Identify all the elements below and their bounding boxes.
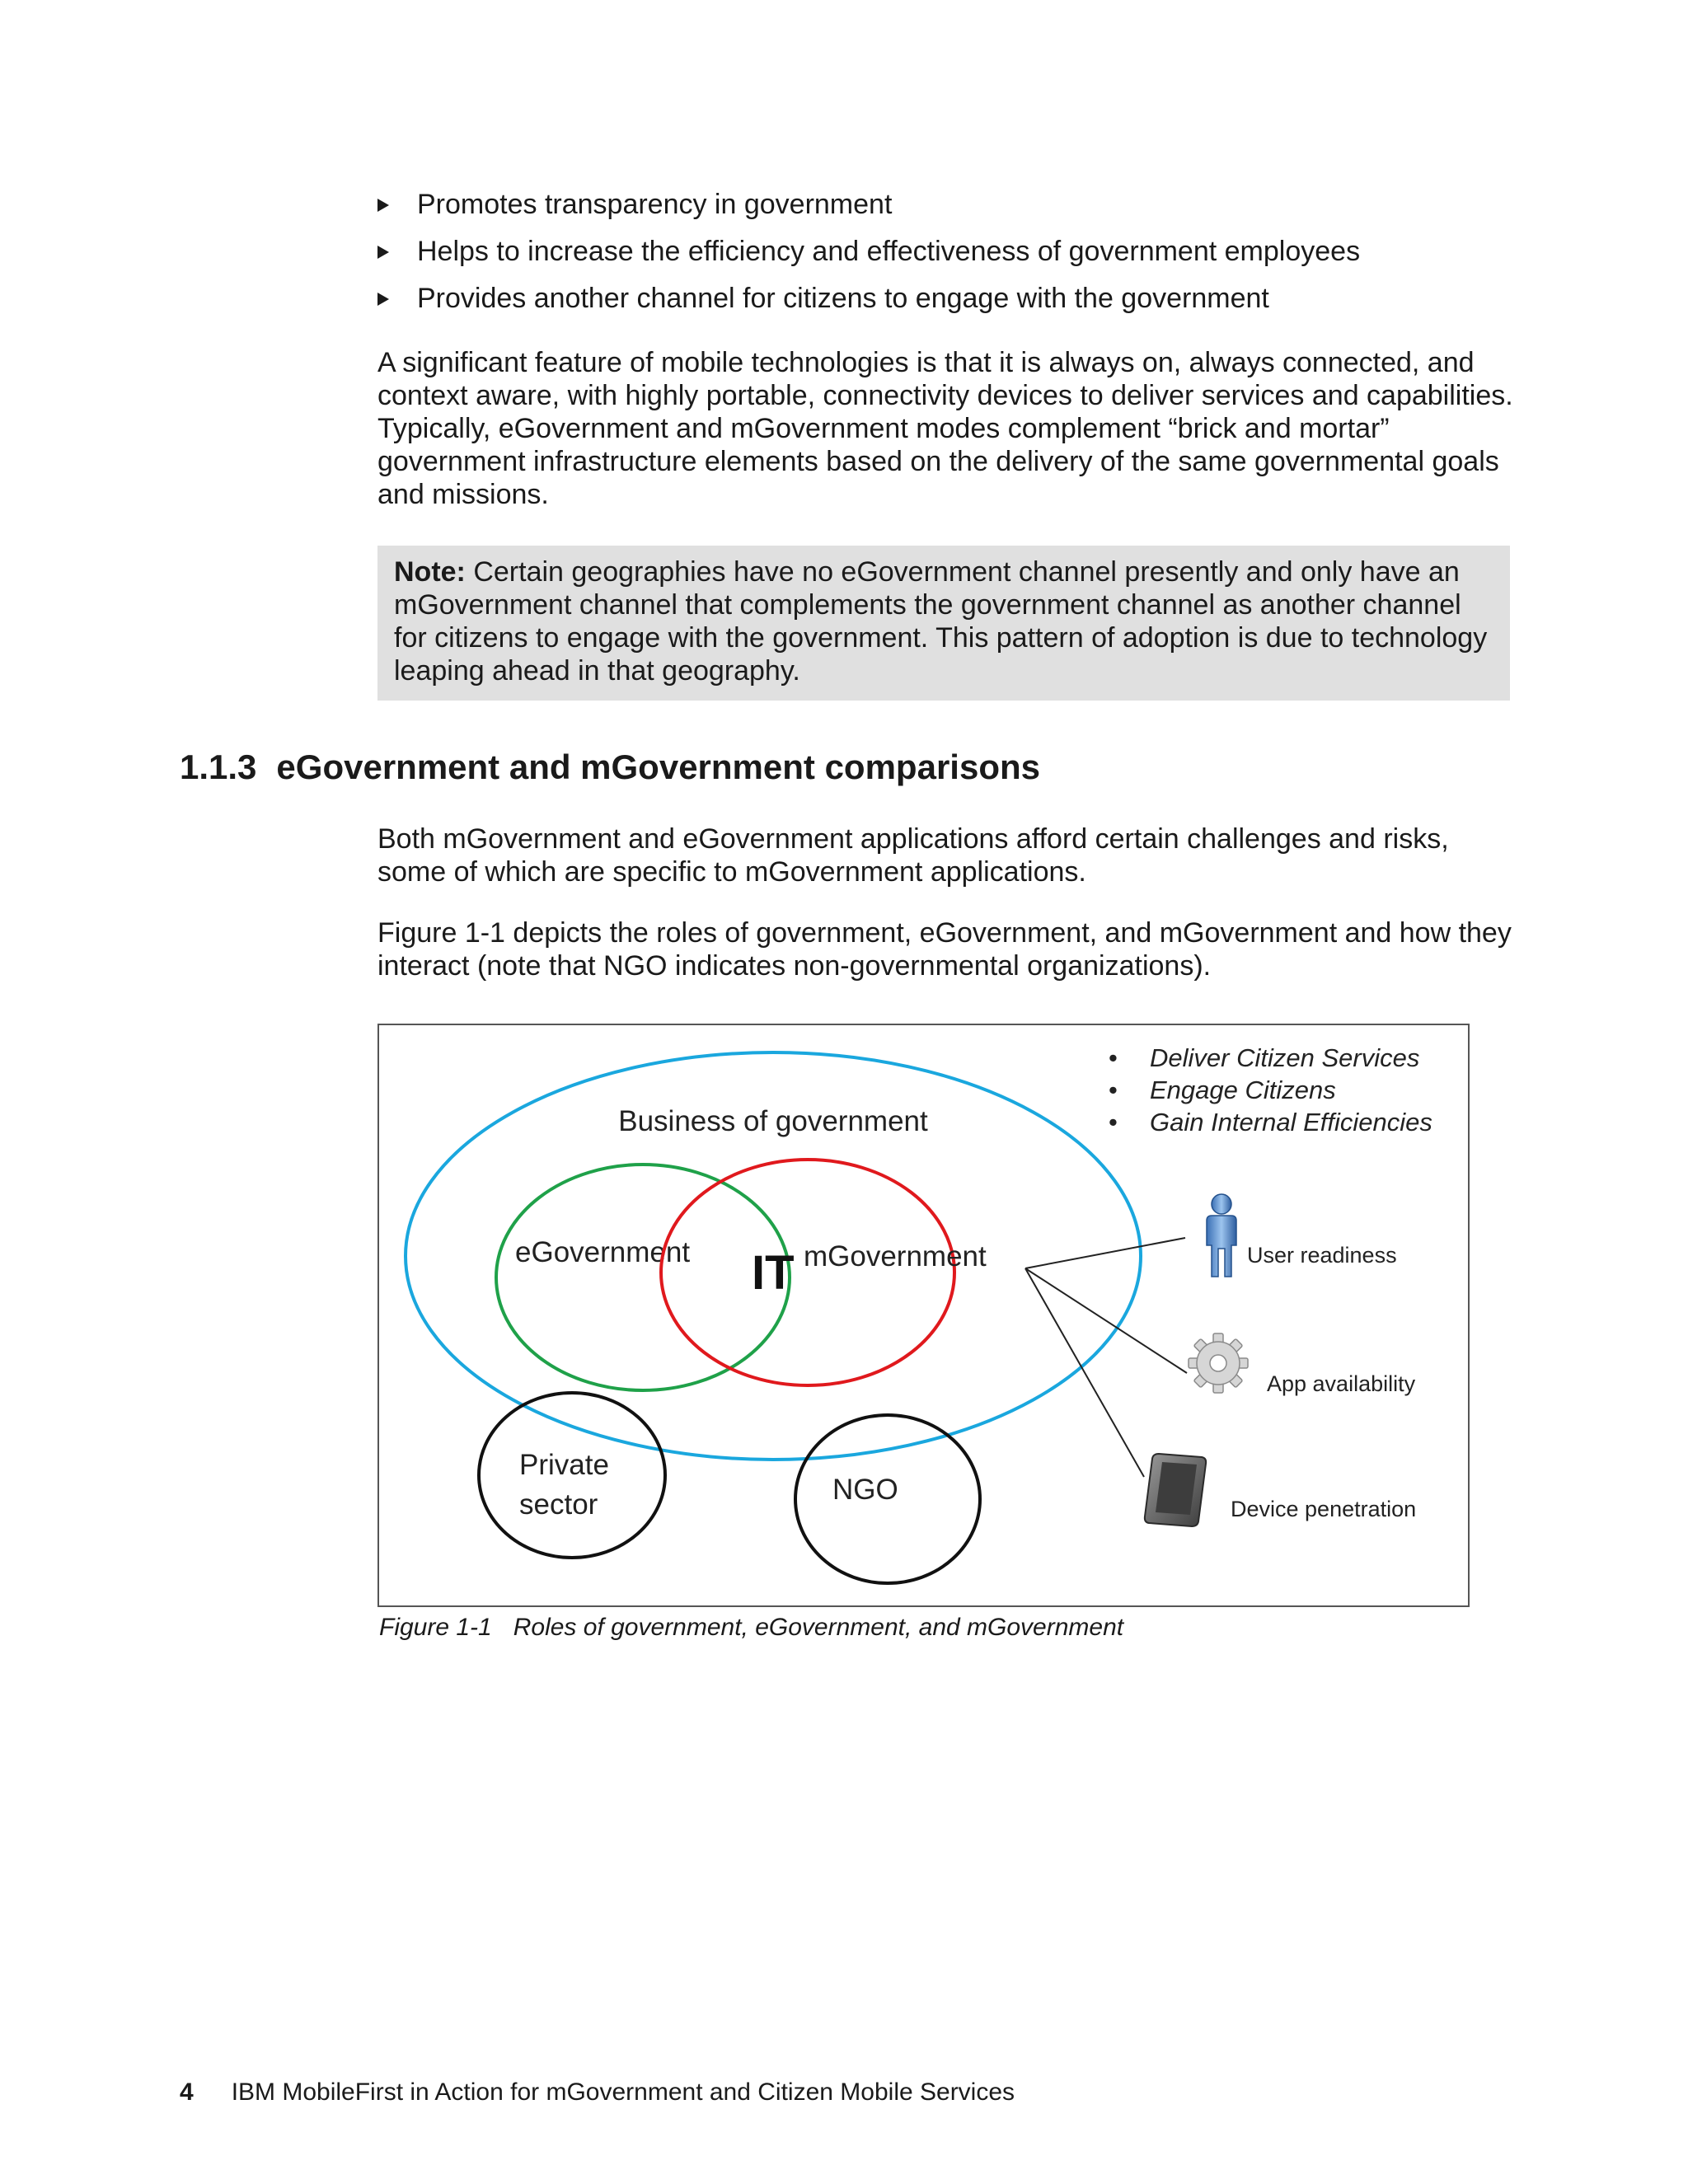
- benefit-bullet-list: [377, 188, 1531, 329]
- page-number: 4: [180, 2079, 194, 2106]
- egovernment-label: eGovernment: [515, 1236, 691, 1268]
- goal-bullet: •: [1109, 1108, 1118, 1137]
- goal-bullet: •: [1109, 1076, 1118, 1104]
- page-footer: [180, 2077, 1015, 2108]
- goal-bullet: •: [1109, 1043, 1118, 1072]
- paragraph-challenges: Both mGovernment and eGovernment applications afford certain challenges and risks, some of which are specific to mGovernment applications.: [377, 823, 1449, 888]
- section-number: 1.1.3: [180, 748, 257, 786]
- note-text: Certain geographies have no eGovernment channel presently and only have an mGovernment channel that complements the government channel as another channel for citizens to engage with the government. This pattern of adoption is due to technology leaping ahead in that geography.: [394, 556, 1488, 687]
- mgovernment-label: mGovernment: [804, 1240, 987, 1272]
- factor-label: App availability: [1267, 1371, 1416, 1396]
- book-title: IBM MobileFirst in Action for mGovernment and Citizen Mobile Services: [231, 2079, 1015, 2106]
- triangle-bullet-icon: [377, 199, 389, 212]
- it-label: IT: [752, 1246, 795, 1300]
- gear-icon: [1189, 1333, 1248, 1393]
- bullet-item: [377, 188, 1531, 221]
- bullet-item: [377, 282, 1531, 315]
- goal-item: Gain Internal Efficiencies: [1150, 1108, 1432, 1137]
- mobile-device-icon: [1145, 1454, 1206, 1526]
- connector-line: [1025, 1268, 1187, 1373]
- business-of-government-label: Business of government: [618, 1105, 928, 1137]
- bullet-text: Helps to increase the efficiency and effectiveness of government employees: [417, 236, 1361, 267]
- goal-item: Deliver Citizen Services: [1150, 1043, 1420, 1072]
- section-title: eGovernment and mGovernment comparisons: [276, 748, 1040, 786]
- factor-label: Device penetration: [1231, 1497, 1417, 1521]
- private-sector-label-line1: Private: [519, 1449, 609, 1481]
- paragraph-figure-intro: Figure 1-1 depicts the roles of government, eGovernment, and mGovernment and how they interact (note that NGO indicates non-governmental organizations).: [377, 917, 1512, 982]
- user-icon: [1207, 1194, 1236, 1277]
- figure-1-1: [377, 1024, 1470, 1607]
- triangle-bullet-icon: [377, 293, 389, 306]
- mgovernment-circle: [661, 1160, 954, 1385]
- note-box: [377, 546, 1510, 701]
- figure-caption-text: Roles of government, eGovernment, and mGovernment: [513, 1614, 1124, 1641]
- bullet-item: [377, 235, 1531, 268]
- section-heading: [180, 746, 1040, 789]
- egovernment-circle: [496, 1165, 790, 1390]
- factor-label: User readiness: [1247, 1243, 1397, 1268]
- private-sector-label-line2: sector: [519, 1488, 598, 1521]
- note-label: Note:: [394, 556, 466, 588]
- venn-diagram: [379, 1025, 1471, 1609]
- connector-line: [1025, 1268, 1144, 1477]
- bullet-text: Provides another channel for citizens to engage with the government: [417, 283, 1269, 314]
- figure-number: Figure 1-1: [379, 1614, 492, 1641]
- connector-line: [1025, 1238, 1185, 1268]
- triangle-bullet-icon: [377, 246, 389, 259]
- paragraph-mobile-features: A significant feature of mobile technologies is that it is always on, always connected, and context aware, with highly portable, connectivity devices to deliver services and capabilities. Typically, eGovernment and mGovernment modes complement “brick and mortar” government infrastructure elements based on the delivery of the same governmental goals and missions.: [377, 347, 1513, 510]
- goal-item: Engage Citizens: [1150, 1076, 1336, 1104]
- figure-caption: [379, 1612, 1123, 1643]
- bullet-text: Promotes transparency in government: [417, 189, 893, 220]
- ngo-label: NGO: [832, 1474, 898, 1506]
